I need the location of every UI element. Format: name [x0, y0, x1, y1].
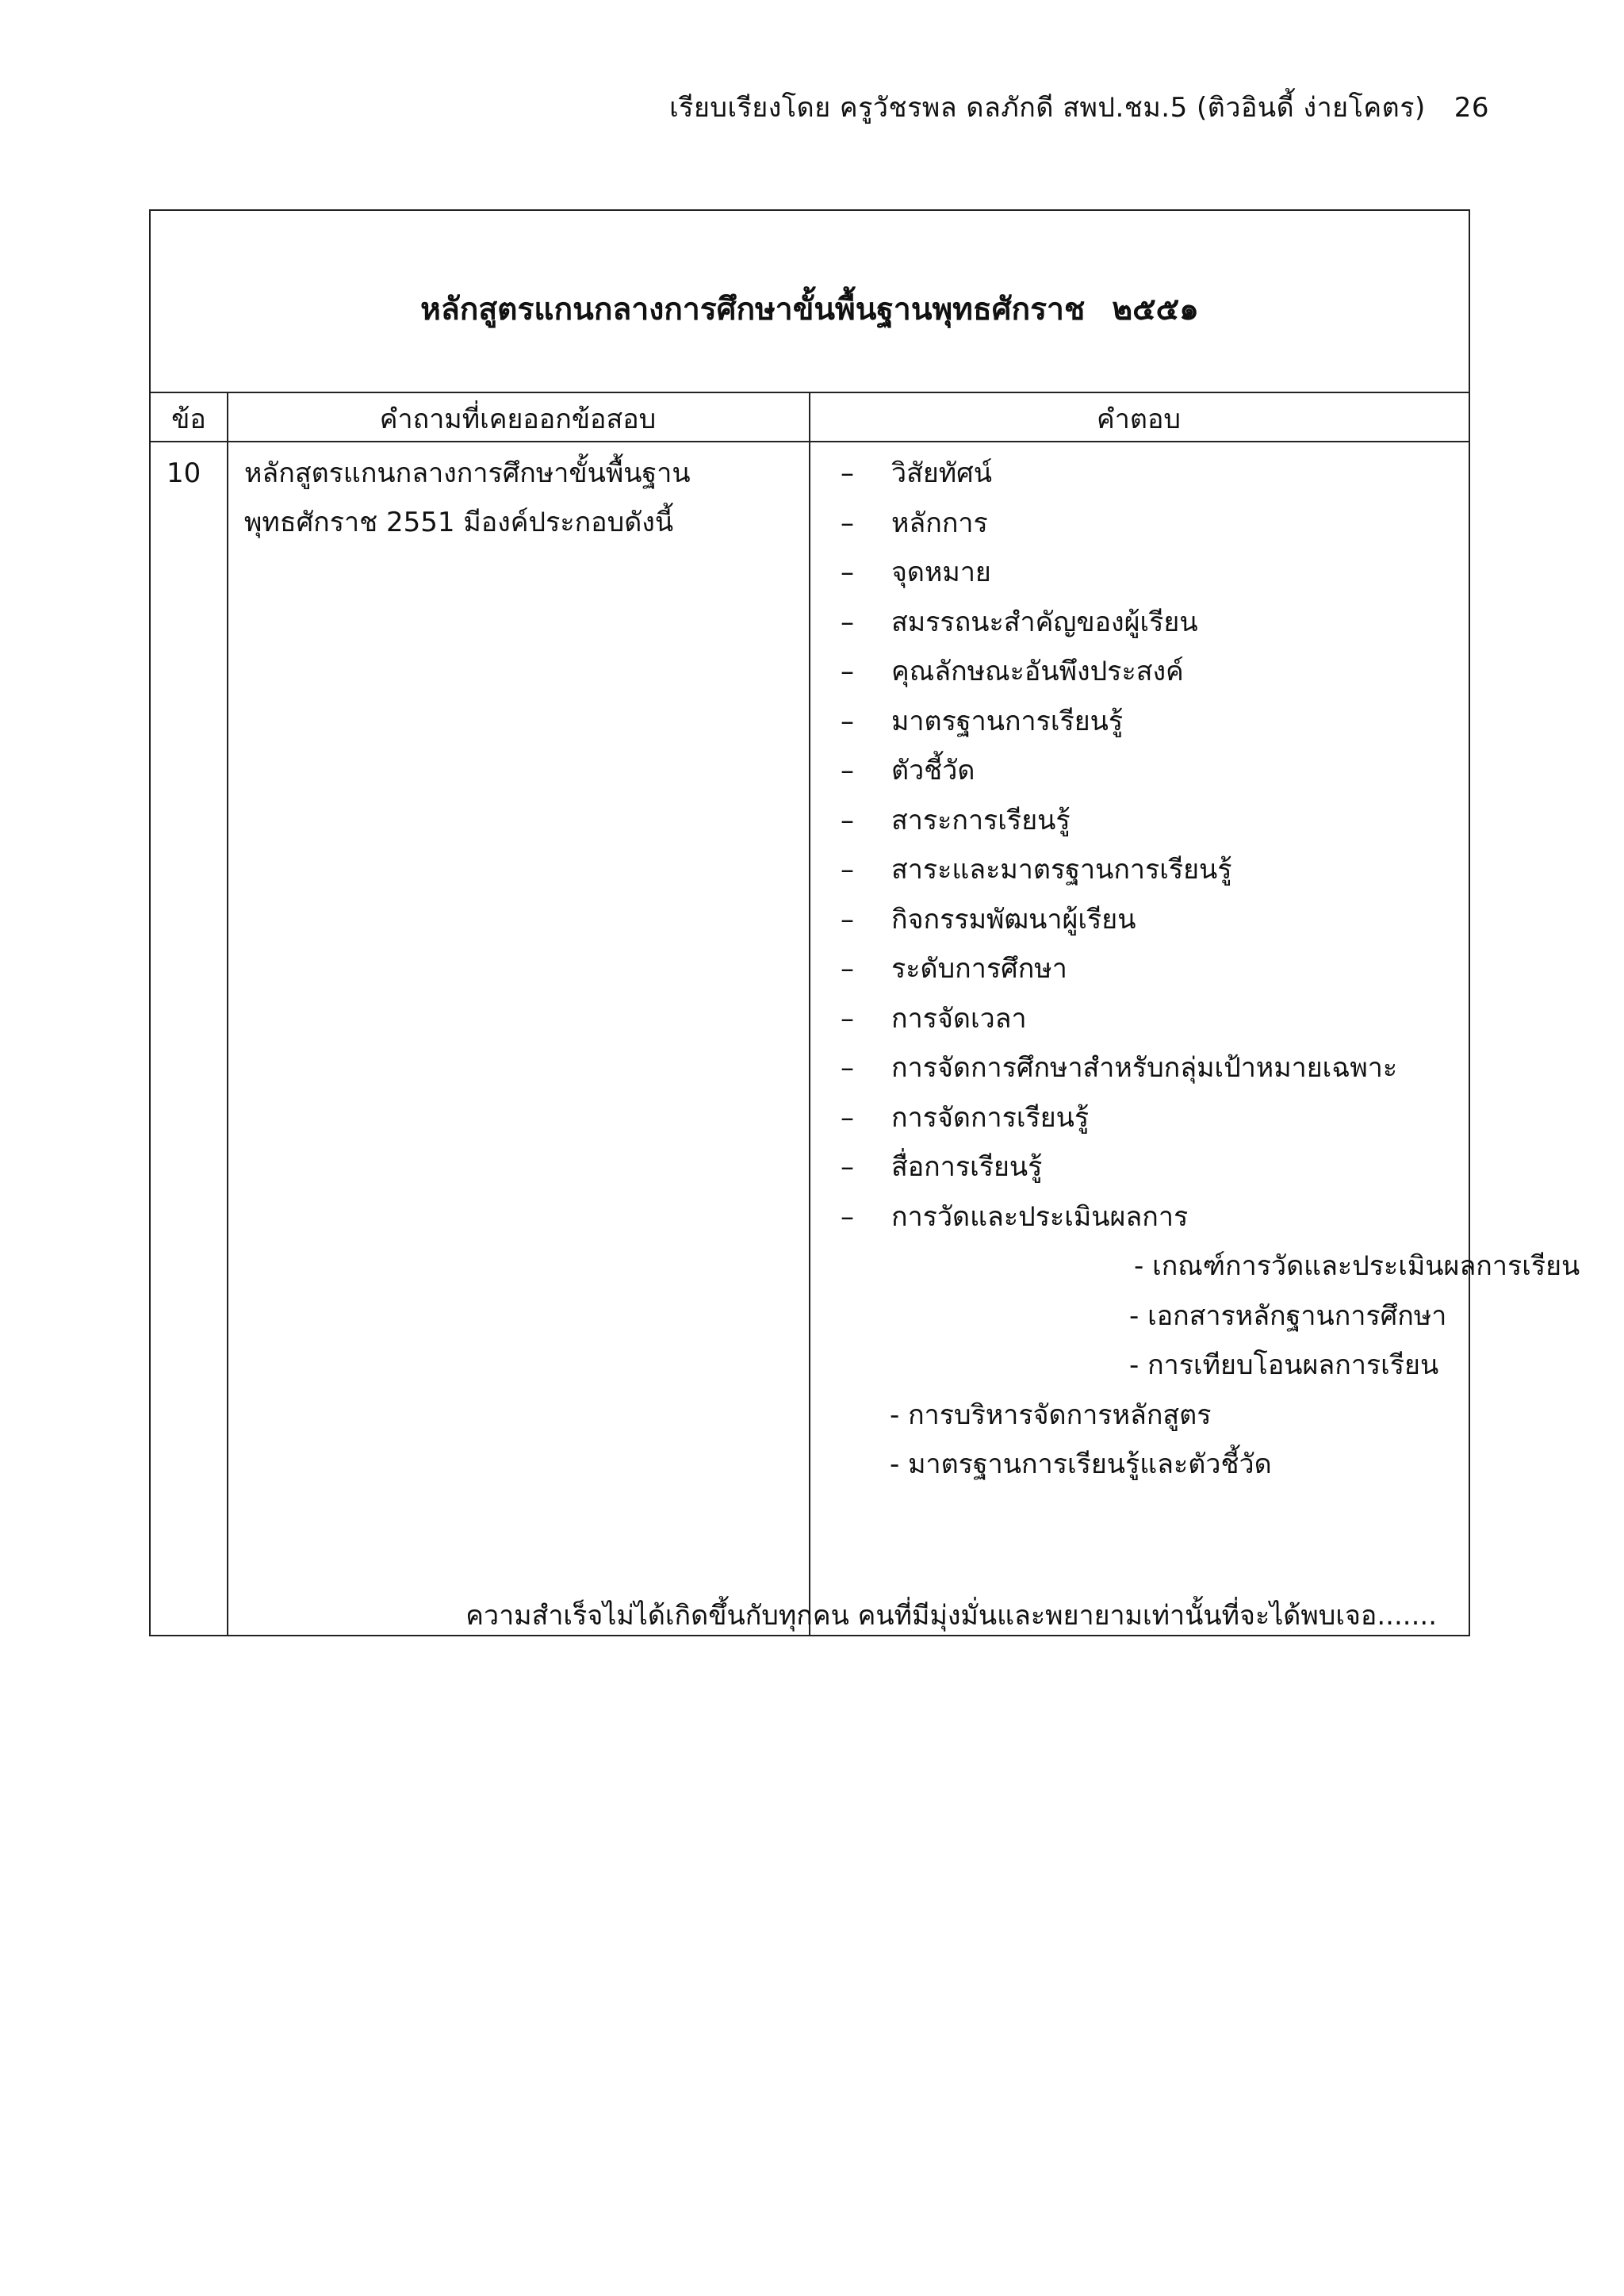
answer-text: สาระและมาตรฐานการเรียนรู้ — [891, 854, 1232, 886]
question-cell — [244, 449, 691, 547]
answer-item — [841, 449, 1580, 499]
answer-dash: – — [841, 656, 854, 687]
answer-text: ระดับการศึกษา — [891, 953, 1067, 985]
answer-text: สมรรถนะสำคัญของผู้เรียน — [891, 606, 1198, 638]
table-title — [151, 211, 1469, 393]
answer-item — [841, 1093, 1580, 1143]
answer-text: การจัดเวลา — [891, 1002, 1027, 1035]
row-number: 10 — [167, 457, 201, 489]
answer-text: กิจกรรมพัฒนาผู้เรียน — [891, 903, 1136, 936]
column-divider — [809, 393, 810, 1635]
answer-text: สาระการเรียนรู้ — [891, 804, 1071, 836]
answer-text: มาตรฐานการเรียนรู้ — [891, 705, 1124, 737]
table-header-row — [151, 393, 1469, 442]
answer-item — [841, 598, 1580, 648]
answer-dash: – — [841, 507, 854, 539]
answer-text: ตัวชี้วัด — [891, 755, 975, 786]
answer-dash: – — [841, 1101, 854, 1134]
answer-text: หลักการ — [891, 507, 988, 539]
question-line: หลักสูตรแกนกลางการศึกษาขั้นพื้นฐาน — [244, 457, 691, 489]
answer-dash: – — [841, 953, 854, 985]
answer-item — [841, 548, 1580, 598]
answer-dash: – — [841, 705, 854, 737]
answer-text: การวัดและประเมินผลการ — [891, 1200, 1189, 1233]
table-title-text: หลักสูตรแกนกลางการศึกษาขั้นพื้นฐานพุทธศักราช — [420, 292, 1086, 327]
answer-dash: – — [841, 804, 854, 836]
answer-item — [841, 1142, 1580, 1192]
answer-text: จุดหมาย — [891, 557, 991, 588]
table-title-year: ๒๕๕๑ — [1112, 292, 1199, 327]
extra-answer-item: - การบริหารจัดการหลักสูตร — [890, 1399, 1212, 1431]
answer-text: การจัดการเรียนรู้ — [891, 1101, 1090, 1134]
answer-item — [841, 1192, 1580, 1242]
answer-item — [841, 647, 1580, 697]
column-header-answer: คำตอบ — [1097, 404, 1181, 435]
answer-item — [841, 845, 1580, 895]
answer-dash: – — [841, 557, 854, 588]
answer-item — [841, 796, 1580, 846]
answer-item — [841, 697, 1580, 747]
answer-text: คุณลักษณะอันพึงประสงค์ — [891, 656, 1184, 687]
answer-item — [841, 895, 1580, 945]
page-header — [669, 86, 1489, 128]
answer-text: สื่อการเรียนรู้ — [891, 1151, 1043, 1183]
footer-quote: ความสำเร็จไม่ได้เกิดขึ้นกับทุกคน คนที่มีมุ่งมั่นและพยายามเท่านั้นที่จะได้พบเจอ....... — [465, 1600, 1437, 1632]
answer-cell — [841, 449, 1580, 1490]
answer-item — [841, 499, 1580, 549]
answer-dash: – — [841, 903, 854, 936]
answer-dash: – — [841, 1200, 854, 1233]
sub-answer-item: - การเทียบโอนผลการเรียน — [1129, 1349, 1439, 1381]
curriculum-table — [149, 209, 1580, 1636]
sub-answer-item: - เอกสารหลักฐานการศึกษา — [1129, 1299, 1447, 1332]
answer-item — [841, 994, 1580, 1044]
extra-answer-item: - มาตรฐานการเรียนรู้และตัวชี้วัด — [890, 1448, 1272, 1480]
header-credit: เรียบเรียงโดย ครูวัชรพล ดลภักดี สพป.ชม.5 (ติวอินดี้ ง่ายโคตร) — [669, 92, 1426, 124]
question-line: พุทธศักราช 2551 มีองค์ประกอบดังนี้ — [244, 507, 674, 538]
answer-text: การจัดการศึกษาสำหรับกลุ่มเป้าหมายเฉพาะ — [891, 1052, 1398, 1084]
answer-dash: – — [841, 854, 854, 886]
answer-dash: – — [841, 606, 854, 638]
answer-item — [841, 746, 1580, 796]
column-header-no: ข้อ — [171, 404, 206, 435]
page-number: 26 — [1454, 92, 1489, 124]
answer-item — [841, 944, 1580, 994]
column-header-question: คำถามที่เคยออกข้อสอบ — [379, 404, 657, 435]
sub-answer-item: - เกณฑ์การวัดและประเมินผลการเรียน — [1134, 1250, 1580, 1282]
answer-dash: – — [841, 1151, 854, 1183]
answer-text: วิสัยทัศน์ — [891, 457, 993, 489]
answer-item — [841, 1043, 1580, 1093]
answer-dash: – — [841, 1002, 854, 1035]
answer-dash: – — [841, 1052, 854, 1084]
column-divider — [227, 393, 228, 1635]
answer-dash: – — [841, 457, 854, 489]
answer-dash: – — [841, 755, 854, 786]
